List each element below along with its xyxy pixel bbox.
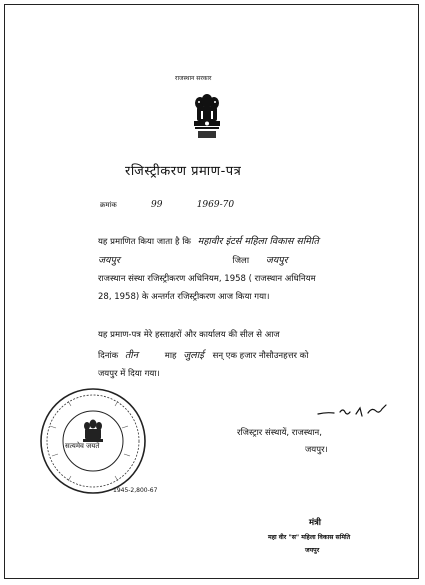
day-label: दिनांक xyxy=(98,351,119,361)
body-line-3: राजस्थान संस्था रजिस्ट्रीकरण अधिनियम, 1958 ( राजस्थान अधिनियम xyxy=(98,274,316,284)
day-value: तीन xyxy=(124,350,139,361)
district-name: जयपुर xyxy=(265,255,288,266)
registration-year: 1969-70 xyxy=(196,200,235,210)
government-header: राजस्थान सरकार xyxy=(175,75,212,82)
mantri-city: जयपुर xyxy=(305,547,320,554)
registrar-signature xyxy=(316,400,396,422)
official-seal xyxy=(38,386,148,496)
certificate-page xyxy=(4,4,419,579)
seal-motto: सत्यमेव जयते xyxy=(65,442,100,450)
body-line-4: 28, 1958) के अन्तर्गत रजिस्ट्रीकरण आज किया गया। xyxy=(98,292,270,302)
registrar-designation: रजिस्ट्रार संस्थायें, राजस्थान, xyxy=(237,428,322,438)
registration-number: 99 xyxy=(151,200,163,210)
year-text: सन् एक हजार नौसौउनहत्तर को xyxy=(212,351,309,361)
para2-line-3: जयपुर में दिया गया। xyxy=(98,369,160,379)
body-line-1 xyxy=(98,234,319,247)
society-name: महावीर इंटर्स महिला विकास समिति xyxy=(197,236,319,247)
registrar-city: जयपुर। xyxy=(305,445,328,455)
district-label: जिला xyxy=(232,256,250,266)
seal-number: 1945-2,800-67 xyxy=(113,487,158,494)
body-line-2 xyxy=(98,253,288,266)
month-value: जुलाई xyxy=(183,350,204,361)
body-line-1-prefix: यह प्रमाणित किया जाता है कि xyxy=(98,237,191,247)
registration-number-line xyxy=(100,200,234,210)
national-emblem-icon xyxy=(189,93,225,143)
para2-line-1: यह प्रमाण-पत्र मेरे हस्ताक्षरों और कार्यालय की सील से आज xyxy=(98,330,280,340)
registration-label: क्रमांक xyxy=(100,201,117,209)
month-label: माह xyxy=(164,351,177,361)
place-name: जयपुर xyxy=(98,255,120,266)
certificate-title: रजिस्ट्रीकरण प्रमाण-पत्र xyxy=(125,164,242,179)
mantri-organization: महा वीर "स" महिला विकास समिति xyxy=(268,534,351,541)
mantri-title: मंत्री xyxy=(309,518,321,528)
para2-line-2 xyxy=(98,348,308,361)
